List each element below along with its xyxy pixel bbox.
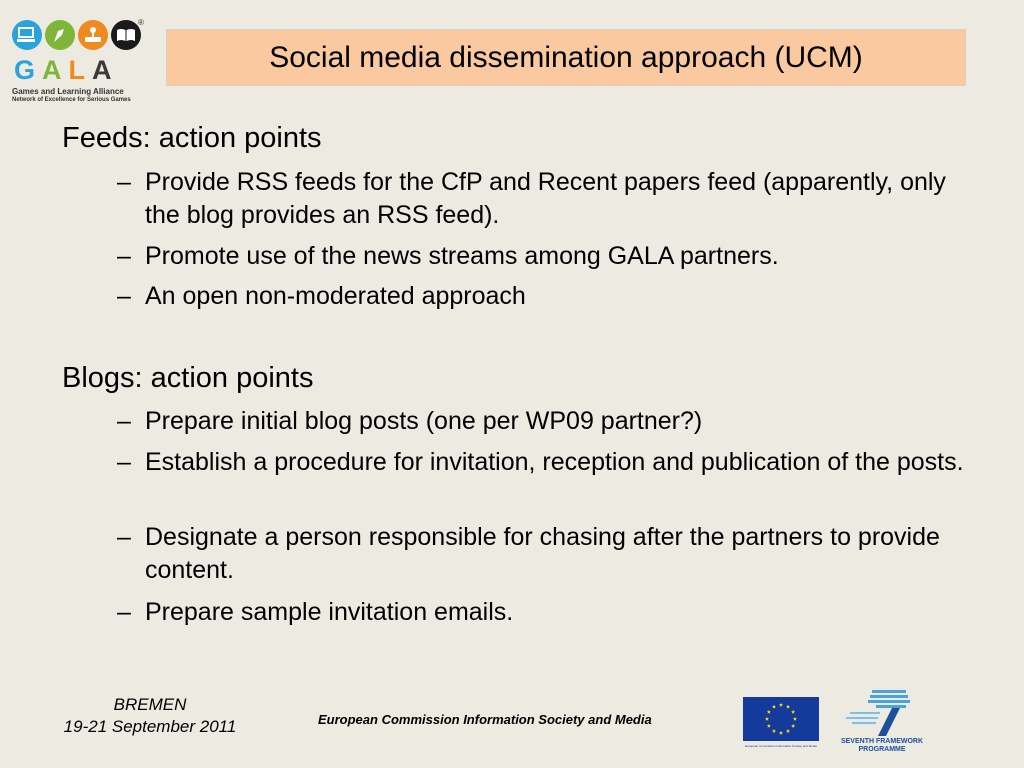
book-icon bbox=[111, 20, 141, 50]
footer-city: BREMEN bbox=[113, 695, 187, 714]
logo-letter: G bbox=[14, 55, 43, 85]
fp7-caption bbox=[840, 738, 924, 754]
bullet-dash: – bbox=[117, 598, 131, 626]
bullet-dash: – bbox=[117, 448, 131, 476]
blogs-item: Prepare initial blog posts (one per WP09 partner?) bbox=[145, 407, 703, 435]
bullet-dash: – bbox=[117, 242, 131, 270]
footer-commission: European Commission Information Society and Media bbox=[318, 712, 652, 727]
gala-logo bbox=[10, 18, 150, 104]
title-bar bbox=[166, 29, 966, 86]
blogs-item: Establish a procedure for invitation, reception and publication of the posts. bbox=[145, 448, 964, 476]
registered-mark: ® bbox=[138, 18, 144, 27]
fp7-logo bbox=[840, 688, 924, 760]
logo-subtitle: Games and Learning Alliance bbox=[12, 87, 124, 96]
fp7-seven-icon bbox=[840, 688, 924, 738]
fp7-line2: PROGRAMME bbox=[858, 746, 906, 753]
footer-dates: 19-21 September 2011 bbox=[63, 717, 237, 736]
fp7-line1: SEVENTH FRAMEWORK bbox=[840, 738, 924, 745]
bullet-dash: – bbox=[117, 282, 131, 310]
bullet-dash: – bbox=[117, 168, 131, 196]
section-heading-feeds: Feeds: action points bbox=[62, 122, 322, 154]
section-heading-blogs: Blogs: action points bbox=[62, 362, 314, 394]
slide-title: Social media dissemination approach (UCM) bbox=[269, 40, 863, 74]
logo-letter: L bbox=[68, 55, 93, 85]
footer-location bbox=[0, 694, 300, 738]
logo-wordmark bbox=[14, 56, 119, 84]
logo-letter: A bbox=[92, 55, 119, 85]
joystick-icon bbox=[78, 20, 108, 50]
feeds-item: Provide RSS feeds for the CfP and Recent papers feed (apparently, only the blog provides an RSS feed). bbox=[145, 168, 946, 229]
bullet-dash: – bbox=[117, 523, 131, 551]
bullet-dash: – bbox=[117, 407, 131, 435]
blogs-item: Prepare sample invitation emails. bbox=[145, 598, 514, 626]
eu-flag-caption: European Commission Information Society and Media bbox=[745, 744, 817, 748]
eu-flag-logo bbox=[743, 697, 819, 749]
logo-letter: A bbox=[42, 55, 69, 85]
feeds-item: Promote use of the news streams among GALA partners. bbox=[145, 242, 779, 270]
computer-icon bbox=[12, 20, 42, 50]
logo-tagline: Network of Excellence for Serious Games bbox=[12, 97, 131, 103]
feeds-item: An open non-moderated approach bbox=[145, 282, 526, 310]
pen-icon bbox=[45, 20, 75, 50]
blogs-item: Designate a person responsible for chasing after the partners to provide content. bbox=[145, 523, 940, 584]
